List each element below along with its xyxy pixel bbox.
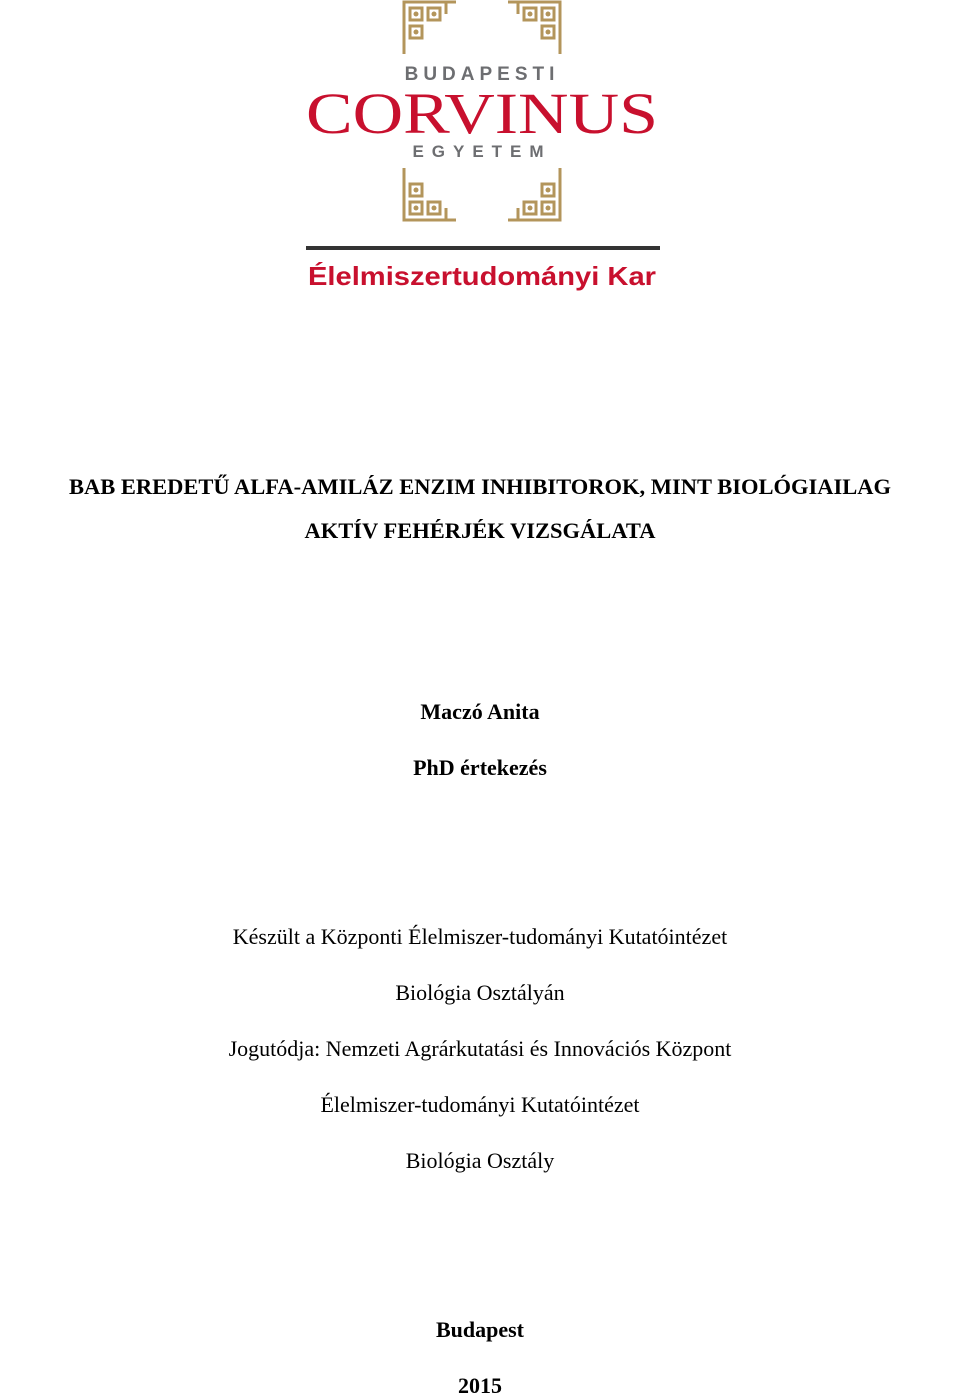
institution-line-2: Biológia Osztályán — [395, 980, 565, 1005]
corvinus-logo-graphic — [300, 0, 664, 300]
ornament-corner-bottom-left — [404, 168, 456, 220]
logo-top-line: BUDAPESTI — [404, 64, 560, 85]
logo-bottom-line: EGYETEM — [412, 142, 552, 161]
institution-line-1: Készült a Központi Élelmiszer-tudományi Kutatóintézet — [232, 924, 728, 949]
corvinus-logo — [300, 0, 664, 300]
logo-faculty: Élelmiszertudományi Kar — [308, 261, 656, 291]
thesis-title-line-1: BAB EREDETŰ ALFA-AMILÁZ ENZIM INHIBITOROK, MINT BIOLÓGIAILAG — [68, 474, 892, 499]
logo-name: CORVINUS — [306, 81, 658, 146]
institution-line-3: Jogutódja: Nemzeti Agrárkutatási és Innovációs Központ — [228, 1036, 732, 1061]
ornament-corner-top-right — [508, 2, 560, 54]
ornament-corner-bottom-right — [508, 168, 560, 220]
institution-line-5: Biológia Osztály — [405, 1148, 555, 1173]
year: 2015 — [458, 1373, 502, 1398]
thesis-type: PhD értekezés — [413, 755, 547, 780]
author-name: Maczó Anita — [420, 699, 540, 724]
place: Budapest — [435, 1317, 525, 1342]
ornament-corner-top-left — [404, 2, 456, 54]
institution-line-4: Élelmiszer-tudományi Kutatóintézet — [320, 1092, 640, 1117]
logo-divider — [306, 246, 660, 250]
thesis-title-line-2: AKTÍV FEHÉRJÉK VIZSGÁLATA — [304, 518, 656, 543]
